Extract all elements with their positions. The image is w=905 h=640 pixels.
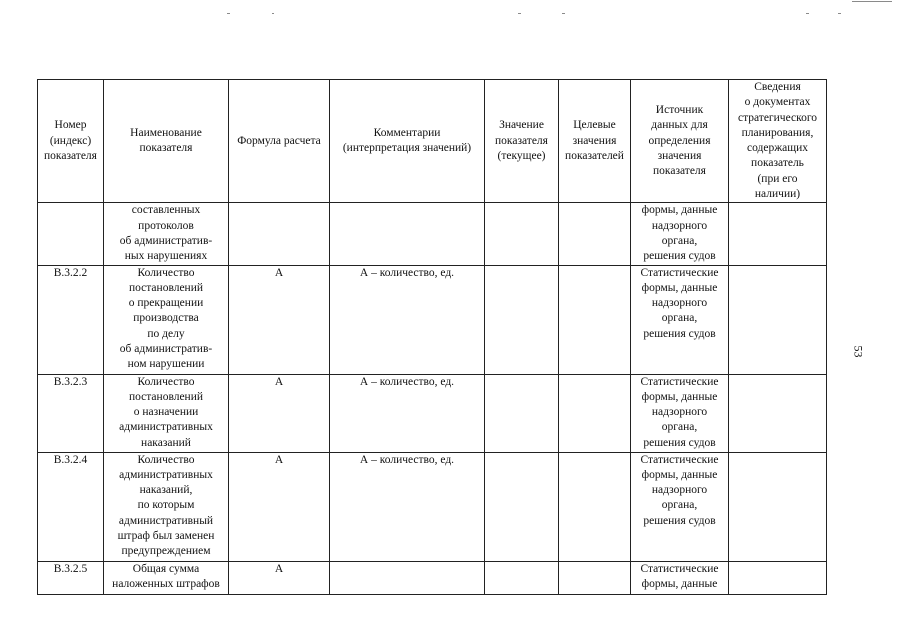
cell-current-value <box>485 561 559 594</box>
cell-source: формы, данные надзорного органа, решения судов <box>631 203 729 265</box>
cell-comment <box>330 203 485 265</box>
cell-formula: А <box>229 265 330 374</box>
cell-comment: А – количество, ед. <box>330 452 485 561</box>
cell-documents <box>729 265 827 374</box>
cell-number <box>38 203 104 265</box>
cell-name: Количество административных наказаний, по которым административный штраф был заменен предупреждением <box>104 452 229 561</box>
table-row <box>38 203 827 265</box>
header-source: Источник данных для определения значения показателя <box>631 80 729 203</box>
cell-source: Статистические формы, данные <box>631 561 729 594</box>
table-row <box>38 452 827 561</box>
table-row <box>38 561 827 594</box>
cell-current-value <box>485 203 559 265</box>
cell-current-value <box>485 452 559 561</box>
cell-comment <box>330 561 485 594</box>
cell-formula: А <box>229 374 330 452</box>
scan-artifact <box>806 13 809 14</box>
cell-comment: А – количество, ед. <box>330 374 485 452</box>
cell-name: Общая сумма наложенных штрафов <box>104 561 229 594</box>
cell-name: составленных протоколов об административ- ных нарушениях <box>104 203 229 265</box>
cell-name: Количество постановлений о назначении административных наказаний <box>104 374 229 452</box>
indicators-table <box>37 79 827 595</box>
cell-formula: А <box>229 452 330 561</box>
cell-documents <box>729 203 827 265</box>
cell-number: В.3.2.4 <box>38 452 104 561</box>
header-name: Наименование показателя <box>104 80 229 203</box>
cell-formula <box>229 203 330 265</box>
scan-artifact <box>227 13 230 14</box>
page-number: 53 <box>851 345 866 358</box>
cell-number: В.3.2.3 <box>38 374 104 452</box>
header-current-value: Значение показателя (текущее) <box>485 80 559 203</box>
scan-artifact <box>518 13 521 14</box>
cell-number: В.3.2.5 <box>38 561 104 594</box>
cell-formula: А <box>229 561 330 594</box>
cell-target-values <box>559 203 631 265</box>
header-comment: Комментарии (интерпретация значений) <box>330 80 485 203</box>
cell-documents <box>729 452 827 561</box>
cell-target-values <box>559 452 631 561</box>
cell-target-values <box>559 561 631 594</box>
header-target-values: Целевые значения показателей <box>559 80 631 203</box>
cell-current-value <box>485 374 559 452</box>
scan-artifact <box>838 13 841 14</box>
cell-source: Статистические формы, данные надзорного органа, решения судов <box>631 452 729 561</box>
cell-comment: А – количество, ед. <box>330 265 485 374</box>
cell-number: В.3.2.2 <box>38 265 104 374</box>
cell-documents <box>729 374 827 452</box>
cell-source: Статистические формы, данные надзорного органа, решения судов <box>631 374 729 452</box>
cell-source: Статистические формы, данные надзорного органа, решения судов <box>631 265 729 374</box>
table-header-row <box>38 80 827 203</box>
scan-artifact <box>852 1 892 2</box>
cell-name: Количество постановлений о прекращении производства по делу об административ- ном нарушении <box>104 265 229 374</box>
scan-artifact <box>562 13 565 14</box>
cell-target-values <box>559 374 631 452</box>
table-row <box>38 265 827 374</box>
header-documents: Сведения о документах стратегического планирования, содержащих показатель (при его наличии) <box>729 80 827 203</box>
header-formula: Формула расчета <box>229 80 330 203</box>
header-number: Номер (индекс) показателя <box>38 80 104 203</box>
cell-target-values <box>559 265 631 374</box>
table-row <box>38 374 827 452</box>
cell-documents <box>729 561 827 594</box>
cell-current-value <box>485 265 559 374</box>
scan-artifact <box>272 13 274 14</box>
